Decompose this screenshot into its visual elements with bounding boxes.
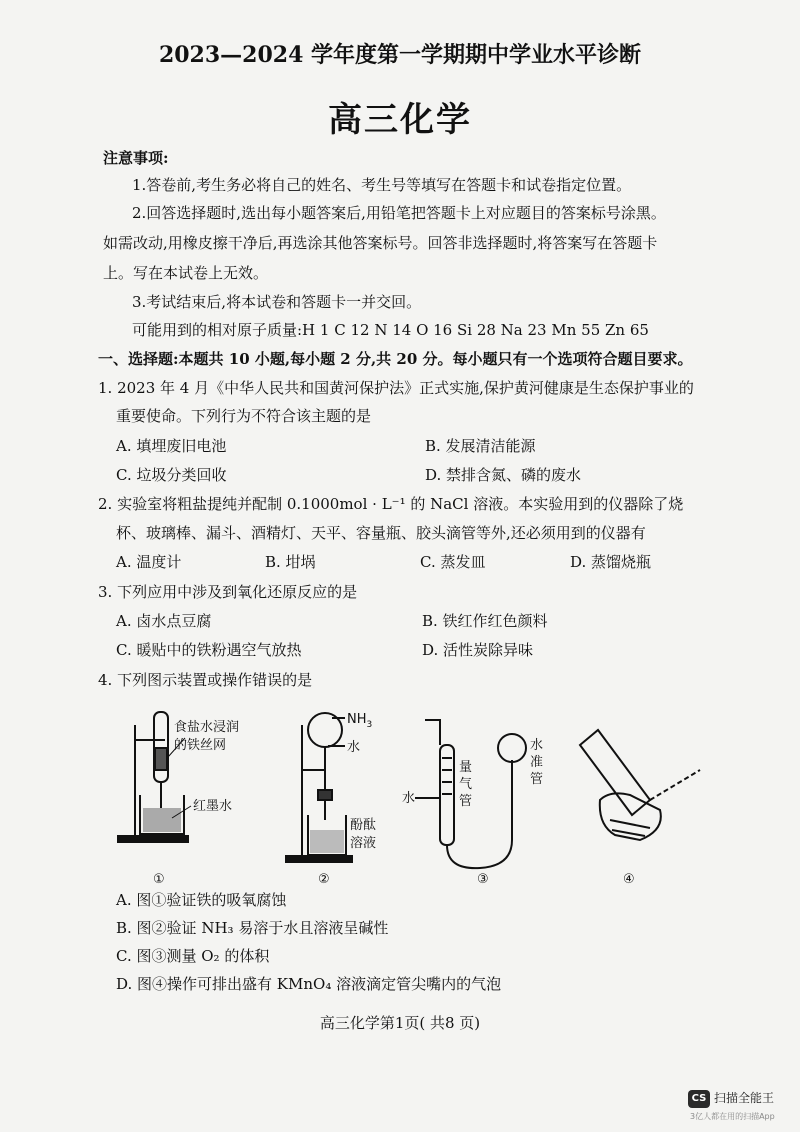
notes-heading: 注意事项: [103, 149, 169, 167]
q1-option-d: D. 禁排含氮、磷的废水 [425, 466, 582, 484]
q2-option-b: B. 坩埚 [265, 553, 316, 571]
q2-option-a: A. 温度计 [116, 553, 182, 571]
fig1-label-mesh: 的铁丝网 [174, 738, 227, 753]
subject-title: 高三化学 [328, 100, 472, 140]
fig2-label-nh3: $NH_3$ [347, 712, 373, 730]
fig2-apparatus [286, 713, 352, 862]
q1-stem-line2: 重要使命。下列行为不符合该主题的是 [116, 407, 372, 425]
q4-option-b: B. 图②验证 NH₃ 易溶于水且溶液呈碱性 [116, 919, 389, 937]
fig3-label-gas2: 气 [459, 777, 473, 792]
fig3-label-gas1: 量 [459, 760, 473, 775]
fig3-label-level2: 准 [530, 755, 544, 770]
fig4-apparatus [580, 730, 700, 840]
q3-option-a: A. 卤水点豆腐 [116, 612, 212, 630]
fig3-label-gas3: 管 [459, 794, 473, 809]
q1-option-c: C. 垃圾分类回收 [116, 466, 227, 484]
atomic-masses: 可能用到的相对原子质量:H 1 C 12 N 14 O 16 Si 28 Na 23 Mn 55 Zn 65 [132, 321, 649, 339]
q1-option-b: B. 发展清洁能源 [425, 437, 536, 455]
fig3-label-level3: 管 [530, 772, 544, 787]
fig1-label-saltwater: 食盐水浸润 [174, 720, 240, 735]
q4-option-a: A. 图①验证铁的吸氧腐蚀 [116, 891, 287, 909]
q3-stem: 3. 下列应用中涉及到氧化还原反应的是 [98, 583, 358, 601]
q2-option-d: D. 蒸馏烧瓶 [570, 553, 652, 571]
fig3-label-water: 水 [402, 791, 416, 806]
camscanner-tagline: 3亿人都在用的扫描App [690, 1112, 775, 1121]
q3-option-d: D. 活性炭除异味 [422, 641, 534, 659]
note-3: 3.考试结束后,将本试卷和答题卡一并交回。 [132, 293, 422, 311]
q4-option-d: D. 图④操作可排出盛有 KMnO₄ 溶液滴定管尖嘴内的气泡 [116, 975, 502, 993]
fig2-label-water: 水 [347, 740, 361, 755]
fig2-label-phenol1: 酚酞 [350, 818, 377, 833]
fig-number-2: ② [318, 872, 330, 887]
q4-option-c: C. 图③测量 O₂ 的体积 [116, 947, 270, 965]
section-1-title: 一、选择题:本题共 10 小题,每小题 2 分,共 20 分。每小题只有一个选项符合题目要求。 [98, 350, 693, 368]
q3-option-c: C. 暖贴中的铁粉遇空气放热 [116, 641, 302, 659]
fig-number-3: ③ [477, 872, 489, 887]
camscanner-name: 扫描全能王 [714, 1091, 775, 1105]
fig-number-4: ④ [623, 872, 635, 887]
q2-stem-line1: 2. 实验室将粗盐提纯并配制 0.1000mol · L⁻¹ 的 NaCl 溶液。本实验用到的仪器除了烧 [98, 495, 684, 513]
fig2-label-phenol2: 溶液 [350, 836, 377, 851]
note-2c: 上。写在本试卷上无效。 [103, 264, 269, 282]
q3-option-b: B. 铁红作红色颜料 [422, 612, 548, 630]
fig3-label-level1: 水 [530, 738, 544, 753]
note-2b: 如需改动,用橡皮擦干净后,再选涂其他答案标号。回答非选择题时,将答案写在答题卡 [103, 234, 658, 252]
note-1: 1.答卷前,考生务必将自己的姓名、考生号等填写在答题卡和试卷指定位置。 [132, 176, 632, 194]
q2-option-c: C. 蒸发皿 [420, 553, 486, 571]
fig-number-1: ① [153, 872, 165, 887]
page-footer: 高三化学第1页( 共8 页) [319, 1014, 481, 1032]
exam-title: 2023—2024 学年度第一学期期中学业水平诊断 [158, 42, 642, 68]
camscanner-logo: CS [688, 1090, 710, 1108]
q2-stem-line2: 杯、玻璃棒、漏斗、酒精灯、天平、容量瓶、胶头滴管等外,还必须用到的仪器有 [116, 524, 646, 542]
fig1-label-redink: 红墨水 [193, 799, 233, 814]
q1-stem-line1: 1. 2023 年 4 月《中华人民共和国黄河保护法》正式实施,保护黄河健康是生态保护事业的 [98, 379, 694, 397]
q1-option-a: A. 填埋废旧电池 [116, 437, 227, 455]
note-2a: 2.回答选择题时,选出每小题答案后,用铅笔把答题卡上对应题目的答案标号涂黑。 [132, 204, 666, 222]
q4-stem: 4. 下列图示装置或操作错误的是 [98, 671, 313, 689]
